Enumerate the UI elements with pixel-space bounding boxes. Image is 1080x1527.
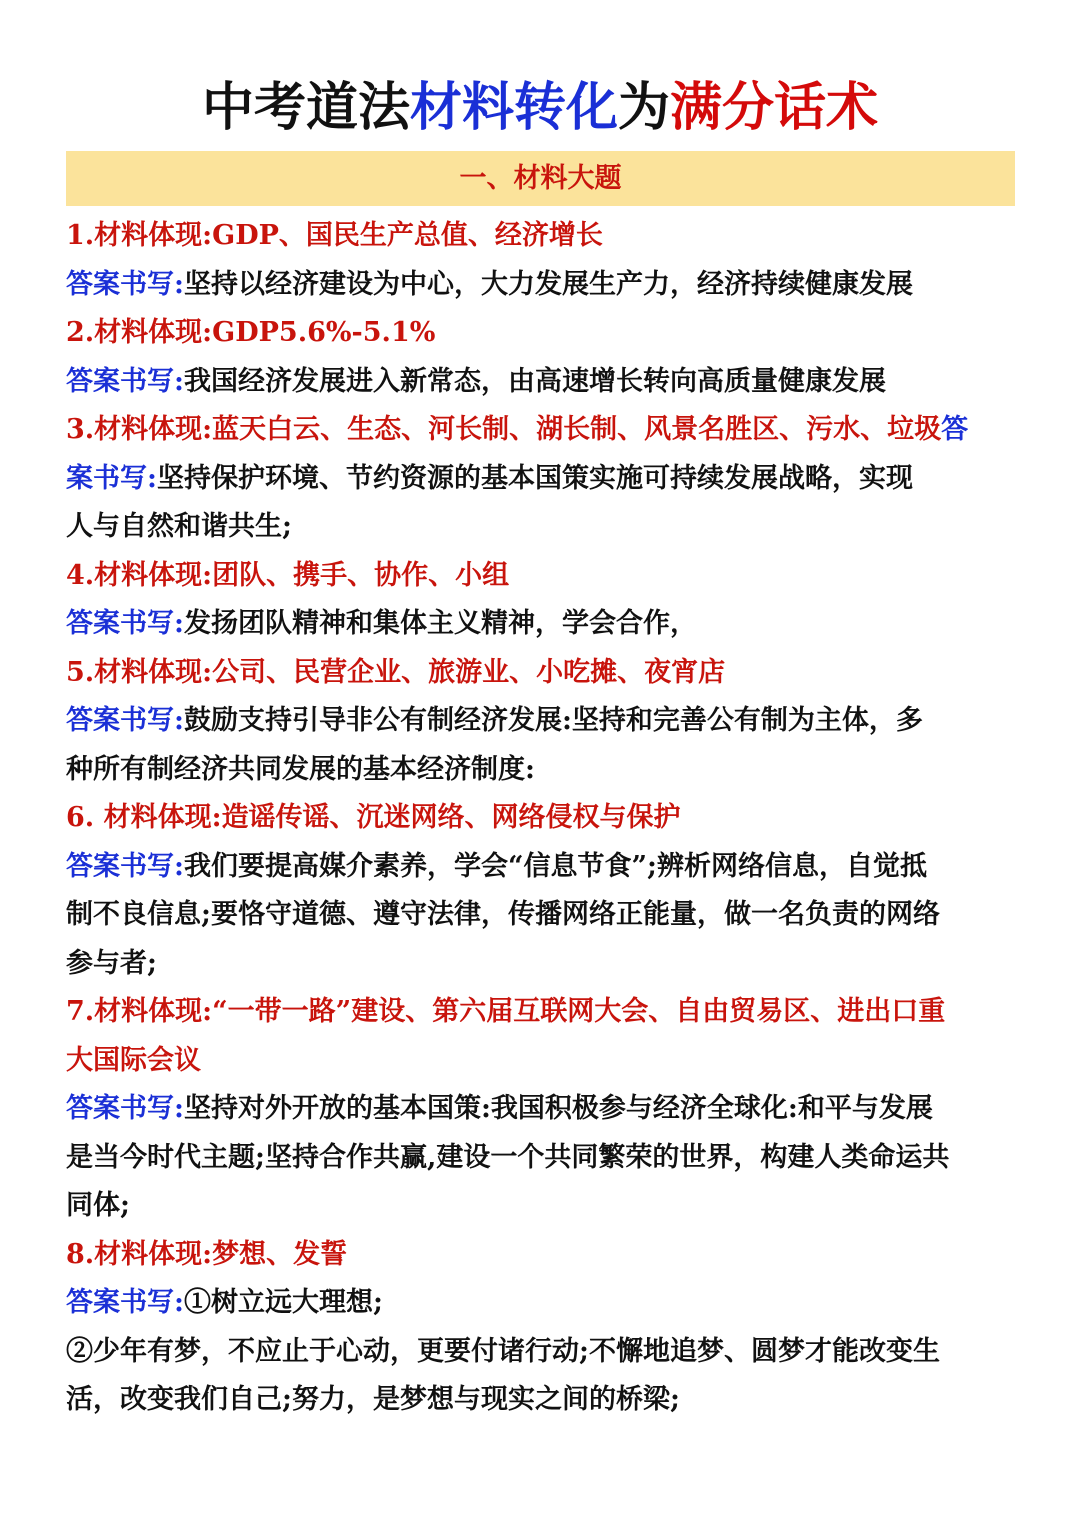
material-label: 5.材料体现: [66,656,213,688]
material-text: 梦想、发誓 [212,1238,348,1270]
answer-text: 我们要提高媒介素养，学会“信息节食”;辨析网络信息，自觉抵 [183,850,927,882]
answer-line-5 [66,697,1026,746]
material-label: 7.材料体现: [66,996,213,1027]
answer-label: 答案书写: [66,268,184,300]
material-text: “一带一路”建设、第六届互联网大会、自由贸易区、进出口重 [212,996,946,1027]
answer-text: 种所有制经济共同发展的基本经济制度: [66,753,535,785]
material-label: 6. 材料体现: [66,802,222,833]
material-text: 造谣传谣、沉迷网络、网络侵权与保护 [221,802,681,833]
material-line-2 [66,309,1026,358]
material-line-3 [66,406,1026,455]
answer-text: 活，改变我们自己;努力，是梦想与现实之间的桥梁; [66,1384,680,1415]
material-text: 团队、携手、协作、小组 [212,559,510,591]
content-body [66,212,1026,1425]
material-label: 3.材料体现: [66,414,213,445]
answer-label: 答案书写: [66,608,184,639]
answer-text: 是当今时代主题;坚持合作共赢,建设一个共同繁荣的世界，构建人类命运共 [66,1141,950,1173]
answer-label: 答案书写: [66,365,184,397]
answer-text: 我国经济发展进入新常态，由高速增长转向高质量健康发展 [183,365,886,397]
answer-text: ②少年有梦，不应止于心动，更要付诸行动;不懈地追梦、圆梦才能改变生 [66,1335,940,1367]
answer-line-1 [66,261,1026,310]
answer-line-5-cont [66,746,1026,795]
material-label: 1.材料体现: [66,220,213,251]
answer-text: 同体; [66,1190,130,1221]
section-heading: 一、材料大题 [459,163,622,194]
answer-text: 坚持以经济建设为中心，大力发展生产力，经济持续健康发展 [183,268,913,300]
material-text: GDP5.6%-5.1% [212,317,436,348]
answer-line-3-cont [66,503,1026,552]
answer-label: 答案书写: [66,850,184,882]
answer-text: 人与自然和谐共生; [66,511,292,542]
answer-label-rest: 案书写: [66,462,157,494]
answer-text: ①树立远大理想; [183,1287,383,1318]
material-text: GDP、国民生产总值、经济增长 [212,220,603,251]
answer-line-8-cont [66,1328,1026,1377]
answer-text: 坚持对外开放的基本国策:我国积极参与经济全球化:和平与发展 [183,1093,933,1124]
answer-line-7 [66,1085,1026,1134]
material-label: 4.材料体现: [66,559,213,591]
material-text: 蓝天白云、生态、河长制、湖长制、风景名胜区、污水、垃圾 [212,414,942,445]
answer-line-7-cont2 [66,1182,1026,1231]
material-line-7 [66,988,1026,1037]
title-part-2: 材料转化 [409,77,618,138]
answer-label-start: 答 [941,414,969,445]
title-part-1: 中考道法 [201,77,410,138]
title-part-3: 为 [618,77,671,138]
answer-label: 答案书写: [66,1287,184,1318]
material-line-6 [66,794,1026,843]
title-part-4: 满分话术 [670,77,879,138]
answer-label: 答案书写: [66,1093,184,1124]
material-line-4 [66,552,1026,601]
answer-line-8 [66,1279,1026,1328]
answer-text: 坚持保护环境、节约资源的基本国策实施可持续发展战略，实现 [156,462,913,494]
answer-text: 参与者; [66,947,157,979]
material-line-1 [66,212,1026,261]
answer-line-7-cont [66,1134,1026,1183]
answer-text: 发扬团队精神和集体主义精神，学会合作， [183,608,697,639]
material-text: 公司、民营企业、旅游业、小吃摊、夜宵店 [212,656,726,688]
answer-line-2 [66,358,1026,407]
answer-line-4 [66,600,1026,649]
material-text: 大国际会议 [66,1044,201,1076]
material-line-7-cont [66,1037,1026,1086]
material-line-8 [66,1231,1026,1280]
material-label: 2.材料体现: [66,317,213,348]
material-line-5 [66,649,1026,698]
answer-line-6-cont2 [66,940,1026,989]
page-title [0,66,1080,150]
answer-line-3 [66,455,1026,504]
answer-line-8-cont2 [66,1376,1026,1425]
answer-text: 制不良信息;要恪守道德、遵守法律，传播网络正能量，做一名负责的网络 [66,899,940,930]
answer-line-6 [66,843,1026,892]
material-label: 8.材料体现: [66,1238,213,1270]
answer-text: 鼓励支持引导非公有制经济发展:坚持和完善公有制为主体，多 [183,705,923,736]
answer-line-6-cont [66,891,1026,940]
answer-label: 答案书写: [66,705,184,736]
section-heading-bar [66,151,1015,206]
